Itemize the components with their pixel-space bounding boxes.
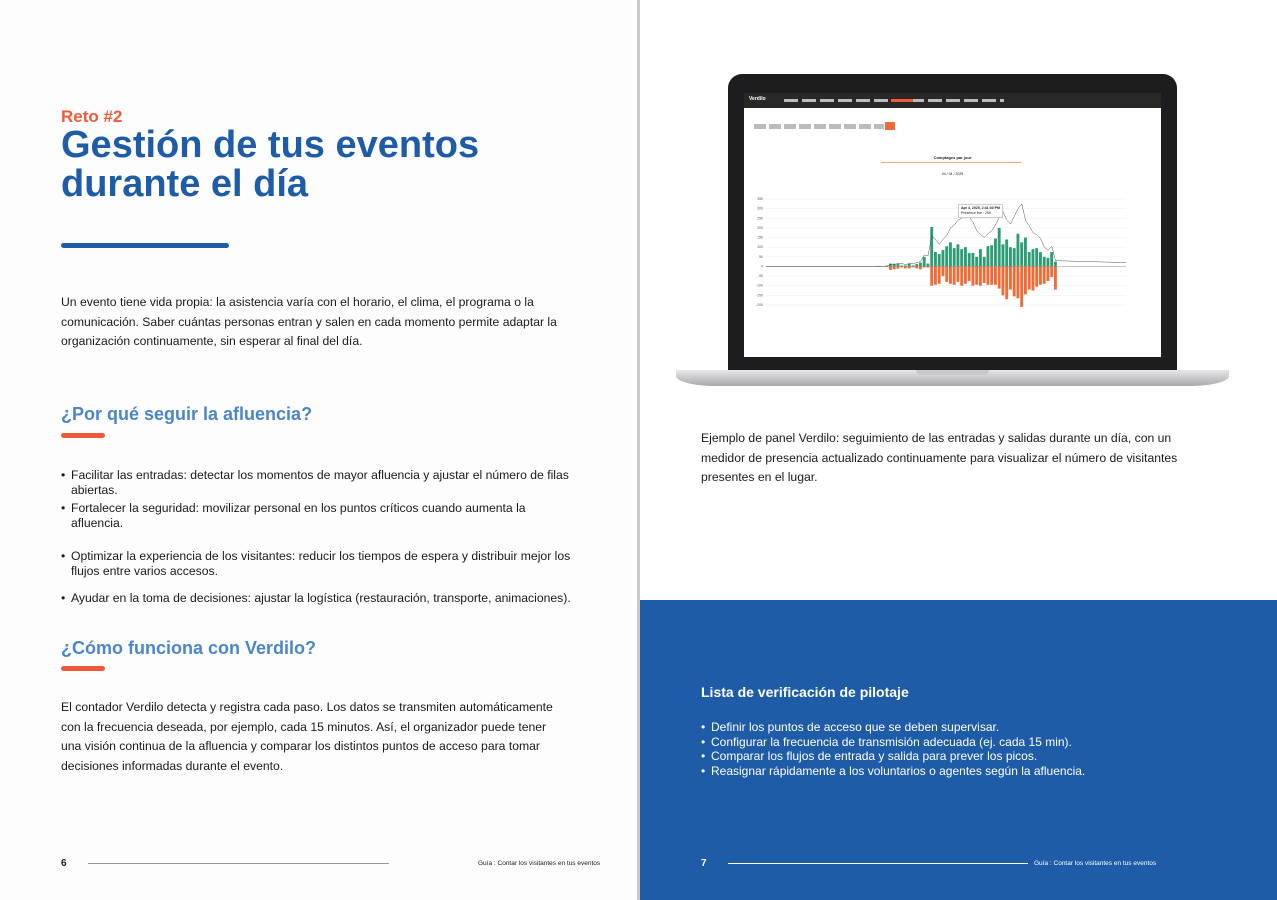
image-caption: Ejemplo de panel Verdilo: seguimiento de las entradas y salidas durante un día, con un medidor de presencia actualizado continuamente para visualizar el número de visitantes presentes en el lugar.: [701, 431, 1178, 484]
exit-bar: [934, 266, 937, 284]
y-tick-label: 250: [757, 216, 763, 221]
entry-bar: [987, 246, 990, 266]
entry-bar: [945, 246, 948, 266]
entry-bar: [915, 264, 918, 266]
entry-bar: [949, 242, 952, 266]
exit-bar: [915, 266, 918, 268]
entry-bar: [900, 265, 903, 266]
footer-rule: [728, 863, 1028, 864]
entry-bar: [994, 239, 997, 267]
y-tick-label: 150: [757, 235, 763, 240]
nav-active-item: [891, 99, 913, 102]
date-filter: [754, 124, 884, 129]
exit-bar: [927, 266, 930, 267]
exit-bar: [904, 266, 907, 268]
chart-tooltip: [958, 204, 1003, 218]
y-tick-label: 200: [757, 225, 763, 230]
entry-bar: [1009, 247, 1012, 266]
entry-bar: [972, 253, 975, 266]
checklist-item: • Configurar la frecuencia de transmisión adecuada (ej. cada 15 min).: [701, 735, 1221, 750]
exit-bar: [1039, 266, 1042, 284]
entry-bar: [1047, 258, 1050, 267]
exit-bar: [960, 266, 963, 285]
chart-svg: [744, 193, 1161, 313]
exit-bar: [1009, 266, 1012, 289]
exit-bar: [990, 266, 993, 284]
exit-bar: [1047, 266, 1050, 280]
entry-bar: [934, 252, 937, 266]
list-item: • Optimizar la experiencia de los visitantes: reducir los tiempos de espera y distribuir mejor los flujos entre varios accesos.: [61, 549, 571, 579]
exit-bar: [1017, 266, 1020, 298]
entry-bar: [1028, 252, 1031, 266]
chart-title: Comptages par jour: [933, 155, 972, 160]
app-navbar: [744, 93, 1161, 108]
entry-bar: [1020, 242, 1023, 266]
y-tick-label: 350: [757, 197, 763, 201]
list-item: • Fortalecer la seguridad: movilizar personal en los puntos críticos cuando aumenta la afluencia.: [61, 501, 571, 531]
entry-bar: [938, 254, 941, 267]
footer-guide: Guía : Contar los visitantes en tus eventos: [478, 860, 601, 867]
entry-bar: [983, 257, 986, 267]
y-tick-label: -50: [757, 274, 763, 279]
entry-bar: [957, 244, 960, 266]
exit-bar: [979, 266, 982, 285]
exit-bar: [923, 266, 926, 267]
y-tick-label: 100: [757, 245, 763, 250]
checklist-heading: Lista de verificación de pilotaje: [701, 684, 909, 700]
how-paragraph: El contador Verdilo detecta y registra cada paso. Los datos se transmiten automáticamente con la frecuencia deseada, por ejemplo, cada 15 minutos. Así, el organizador puede tener una visión continua de la afluencia y comparar los distintos puntos de acceso para tomar decisiones informadas durante el evento.: [61, 700, 553, 773]
exit-bar: [942, 266, 945, 276]
exit-bar: [957, 266, 960, 281]
exit-bar: [975, 266, 978, 284]
entry-bar: [927, 264, 930, 267]
page-number: 6: [61, 858, 67, 869]
entry-bar: [1013, 248, 1016, 266]
exit-bar: [893, 266, 896, 269]
entry-bar: [1032, 249, 1035, 266]
exit-bar: [949, 266, 952, 283]
checklist: [701, 720, 1221, 778]
page-number: 7: [701, 858, 707, 869]
y-tick-label: -200: [755, 303, 763, 307]
entry-bar: [1017, 234, 1020, 267]
entry-bar: [1035, 248, 1038, 266]
section-heading-why: ¿Por qué seguir la afluencia?: [61, 404, 313, 424]
tooltip-date: Apr 4, 2025, 2:41:30 PM: [961, 206, 1000, 210]
checklist-item: • Definir los puntos de acceso que se deben supervisar.: [701, 720, 1221, 735]
list-item: • Ayudar en la toma de decisiones: ajustar la logística (restauración, transporte, animaciones).: [61, 591, 571, 606]
entry-bar: [930, 227, 933, 267]
exit-bar: [1043, 266, 1046, 283]
tooltip-value: Présence live : 259: [961, 211, 991, 215]
entry-bar: [904, 265, 907, 266]
exit-bar: [1002, 266, 1005, 295]
exit-bar: [930, 266, 933, 285]
entry-bar: [1005, 239, 1008, 266]
list-item: • Facilitar las entradas: detectar los momentos de mayor afluencia y ajustar el número de filas abiertas.: [61, 468, 571, 498]
exit-bar: [1035, 266, 1038, 286]
exit-bar: [1050, 266, 1053, 277]
entry-bar: [1002, 244, 1005, 266]
challenge-kicker: Reto #2: [61, 107, 123, 126]
entry-bar: [919, 263, 922, 267]
entry-bar: [998, 228, 1001, 267]
entry-bar: [975, 257, 978, 267]
entry-bar: [1024, 238, 1027, 267]
entry-bar: [923, 257, 926, 267]
checklist-panel: [640, 600, 1277, 900]
exit-bar: [968, 266, 971, 280]
exit-bar: [889, 266, 892, 269]
left-page: [0, 0, 638, 900]
entry-bar: [1054, 262, 1057, 267]
footer-rule: [88, 863, 389, 864]
heading-underline: [61, 433, 105, 438]
app-logo: Verdilo: [749, 96, 766, 102]
exit-bar: [994, 266, 997, 284]
exit-bar: [972, 266, 975, 285]
exit-bar: [964, 266, 967, 283]
exit-bar: [919, 266, 922, 269]
laptop-notch: [916, 370, 989, 375]
ok-button: [885, 122, 895, 130]
exit-bar: [1028, 266, 1031, 289]
intro-paragraph: Un evento tiene vida propia: la asistencia varía con el horario, el clima, el programa o la comunicación. Saber cuántas personas entran y salen en cada momento permite adaptar la organización continuamente, sin esperar al final del día.: [61, 295, 557, 348]
entry-bar: [912, 265, 915, 266]
entry-bar: [942, 250, 945, 266]
exit-bar: [1024, 266, 1027, 294]
entry-bar: [953, 248, 956, 266]
chart-date: 04 / 04 / 2025: [941, 172, 964, 176]
laptop-screen: [744, 93, 1161, 357]
exit-bar: [945, 266, 948, 281]
exit-bar: [1013, 266, 1016, 296]
exit-bar: [908, 266, 911, 268]
exit-bar: [938, 266, 941, 283]
entry-bar: [979, 249, 982, 266]
exit-bar: [900, 266, 903, 267]
checklist-item: • Reasignar rápidamente a los voluntarios o agentes según la afluencia.: [701, 764, 1221, 779]
footer-guide: Guía : Contar los visitantes en tus eventos: [1034, 860, 1157, 867]
checklist-item: • Comparar los flujos de entrada y salida para prever los picos.: [701, 749, 1221, 764]
y-tick-label: -150: [755, 293, 763, 298]
exit-bar: [912, 266, 915, 267]
why-bullets: [61, 468, 571, 606]
section-heading-how: ¿Cómo funciona con Verdilo?: [61, 638, 317, 658]
exit-bar: [953, 266, 956, 284]
exit-bar: [1005, 266, 1008, 299]
title-underline: [61, 243, 229, 248]
entry-bar: [964, 247, 967, 266]
exit-bar: [1020, 266, 1023, 306]
entry-bar: [990, 245, 993, 266]
heading-underline: [61, 666, 105, 671]
exit-bar: [1032, 266, 1035, 290]
y-tick-label: -100: [755, 283, 763, 288]
entry-bar: [1050, 252, 1053, 266]
entry-bar: [1039, 252, 1042, 266]
exit-bar: [998, 266, 1001, 288]
y-tick-label: 300: [757, 206, 763, 211]
exit-bar: [1054, 266, 1057, 289]
entry-bar: [960, 249, 963, 266]
tab-underline: [881, 162, 1021, 163]
entry-bar: [1043, 257, 1046, 267]
exit-bar: [897, 266, 900, 268]
entry-bar: [968, 253, 971, 266]
y-tick-label: 0: [761, 264, 763, 269]
exit-bar: [983, 266, 986, 282]
laptop-image: [676, 74, 1229, 404]
y-tick-label: 50: [759, 254, 763, 259]
page-title: Gestión de tus eventos durante el día: [61, 124, 480, 205]
exit-bar: [987, 266, 990, 284]
